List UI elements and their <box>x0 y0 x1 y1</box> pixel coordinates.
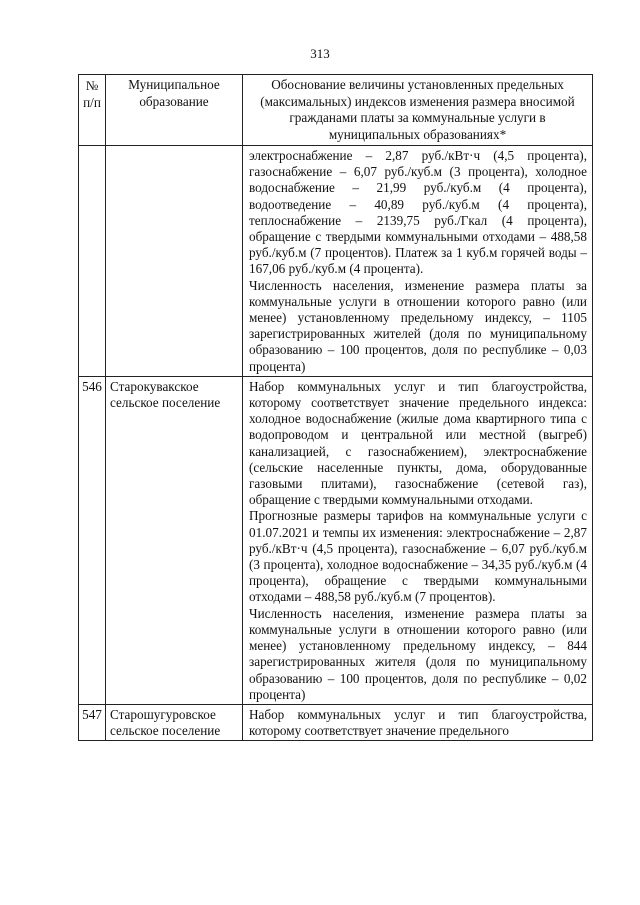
table-row <box>79 704 593 740</box>
header-number: № п/п <box>79 75 106 146</box>
page-number: 313 <box>310 46 330 61</box>
row-number <box>79 146 106 377</box>
justification-paragraph: Набор коммунальных услуг и тип благоустройства, которому соответствует значение предельного индекса: холодное водоснабжение (жилые дома квартирного типа с водопроводом и центральной или местной (выгреб) канализацией, с газоснабжением), электроснабжение (сельские населенные пункты, дома, оборудованные газовыми плитами), газоснабжение (сетевой газ), обращение с твердыми коммунальными отходами. <box>249 378 587 508</box>
row-number: 546 <box>79 376 106 704</box>
row-municipality: Старошугуровское сельское поселение <box>106 704 243 740</box>
row-justification <box>243 704 593 740</box>
table-row <box>79 146 593 377</box>
row-justification <box>243 376 593 704</box>
justification-paragraph: электроснабжение – 2,87 руб./кВт·ч (4,5 процента), газоснабжение – 6,07 руб./куб.м (3 процента), холодное водоснабжение – 21,99 руб./куб.м (4 процента), водоотведение – 40,89 руб./куб.м (4 процента), теплоснабжение – 2139,75 руб./Гкал (4 процента), обращение с твердыми коммунальными отходами – 488,58 руб./куб.м (7 процентов). Платеж за 1 куб.м горячей воды – 167,06 руб./куб.м (4 процента). <box>249 148 587 277</box>
row-municipality <box>106 146 243 377</box>
header-municipality: Муниципальное образование <box>106 75 243 146</box>
table-row <box>79 376 593 704</box>
row-number: 547 <box>79 704 106 740</box>
row-continuation-clip <box>249 707 587 738</box>
tariff-index-table <box>78 74 593 741</box>
header-justification: Обоснование величины установленных предельных (максимальных) индексов изменения размера вносимой гражданами платы за коммунальные услуги в муниципальных образованиях* <box>243 75 593 146</box>
justification-paragraph: Численность населения, изменение размера платы за коммунальные услуги в отношении которого равно (или менее) установленному предельному индексу, – 1105 зарегистрированных жителей (доля по муниципальному образованию – 100 процентов, доля по республике – 0,03 процента) <box>249 277 587 374</box>
justification-paragraph: Прогнозные размеры тарифов на коммунальные услуги с 01.07.2021 и темпы их изменения: электроснабжение – 2,87 руб./кВт·ч (4,5 процента), газоснабжение – 6,07 руб./куб.м (3 процента), холодное водоснабжение – 34,35 руб./куб.м (4 процента), обращение с твердыми коммунальными отходами – 488,58 руб./куб.м (7 процентов). <box>249 508 587 605</box>
row-municipality: Старокувакское сельское поселение <box>106 376 243 704</box>
table-header-row <box>79 75 593 146</box>
row-justification <box>243 146 593 377</box>
justification-paragraph: Численность населения, изменение размера платы за коммунальные услуги в отношении которого равно (или менее) установленному предельному индексу, – 844 зарегистрированных жителя (доля по муниципальному образованию – 100 процентов, доля по республике – 0,02 процента) <box>249 605 587 702</box>
justification-paragraph: Набор коммунальных услуг и тип благоустройства, которому соответствует значение предельного <box>249 706 587 738</box>
